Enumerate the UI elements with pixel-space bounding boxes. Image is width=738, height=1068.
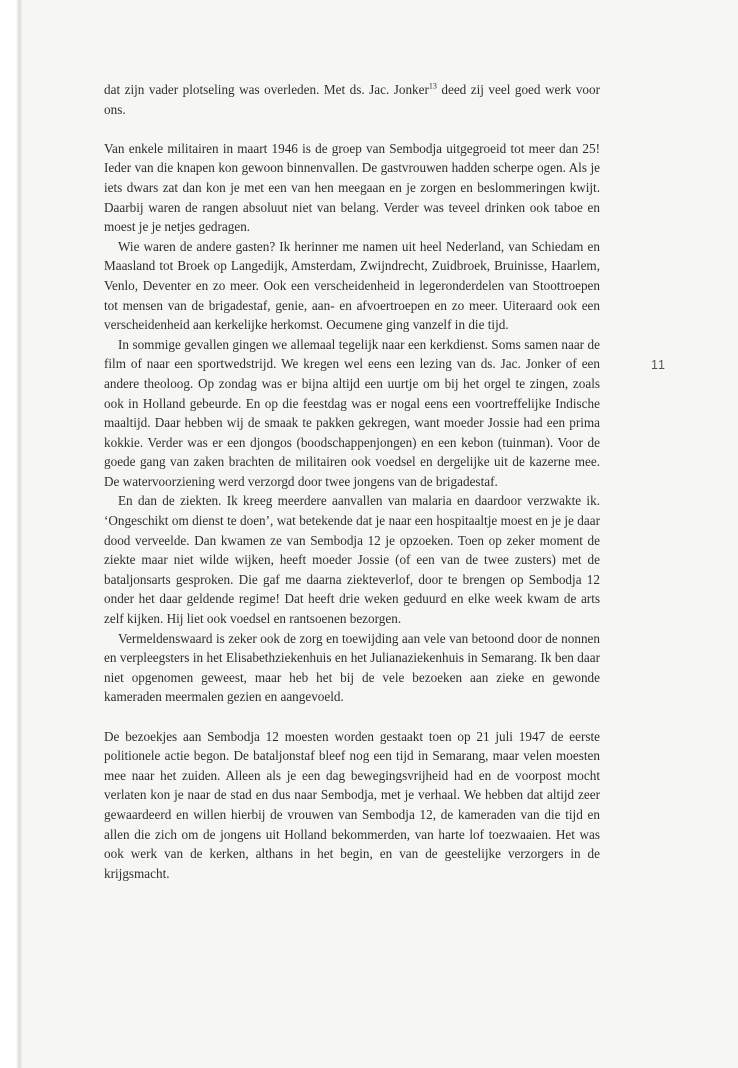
page-spine-edge (0, 0, 22, 1068)
paragraph-text: deed zij veel goed werk voor ons. (104, 82, 600, 117)
paragraph: De bezoekjes aan Sembodja 12 moesten worden gestaakt toen op 21 juli 1947 de eerste politionele actie begon. De bataljonstaf bleef nog een tijd in Semarang, maar velen moesten mee naar het zuiden. Alleen als je een dag bewegingsvrijheid had en de voorpost mocht verlaten kon je naar de stad en dus naar Sembodja, met je verhaal. We hebben dat altijd zeer gewaardeerd en willen hierbij de vrouwen van Sembodja 12, de kameraden van die tijd en allen die zich om de jongens uit Holland bekommerden, van harte lof toezwaaien. Het was ook werk van de kerken, althans in het begin, en van de geestelijke verzorgers in de krijgsmacht. (104, 728, 600, 881)
body-text (104, 80, 600, 883)
paragraph-text: dat zijn vader plotseling was overleden. Met ds. Jac. Jonker (104, 82, 429, 97)
paragraph: Van enkele militairen in maart 1946 is de groep van Sembodja uitgegroeid tot meer dan 25! Ieder van die knapen kon gewoon binnenvallen. De gastvrouwen hadden scherpe ogen. Als je iets dwars zat dan kon je met een van hen meegaan en je zorgen en beslommeringen kwijt. Daarbij waren de rangen absoluut niet van belang. Verder was teveel drinken ook taboe en moest je je netjes gedragen. (104, 140, 600, 235)
paragraph: In sommige gevallen gingen we allemaal tegelijk naar een kerkdienst. Soms samen naar de film of naar een sportwedstrijd. We kregen wel eens een lezing van ds. Jac. Jonker of een andere theoloog. Op zondag was er bijna altijd een uurtje om bij het orgel te zingen, zoals ook in Holland gebeurde. En op die feestdag was er nogal eens een voortreffelijke Indische maaltijd. Daar hebben wij de smaak te pakken gekregen, want moeder Jossie had een prima kokkie. Verder was er een djongos (boodschappenjongen) en een kebon (tuinman). Voor de goede gang van zaken brachten de militairen ook voedsel en dergelijke uit de kazerne mee. De watervoorziening werd verzorgd door twee jongens van de brigadestaf. (104, 336, 600, 489)
page-number: 11 (651, 358, 666, 372)
paragraph: Wie waren de andere gasten? Ik herinner me namen uit heel Nederland, van Schiedam en Maasland tot Broek op Langedijk, Amsterdam, Zwijndrecht, Zuidbroek, Bruinisse, Haarlem, Venlo, Deventer en zo meer. Ook een verscheidenheid in legeronderdelen van Stoottroepen tot mensen van de brigadestaf, genie, aan- en afvoertroepen en zo meer. Uiteraard ook een verscheidenheid aan kerkelijke herkomst. Oecumene ging vanzelf in die tijd. (104, 238, 600, 333)
paragraph-continuation (104, 80, 600, 119)
paragraph: En dan de ziekten. Ik kreeg meerdere aanvallen van malaria en daardoor verzwakte ik. ‘Ongeschikt om dienst te doen’, wat betekende dat je naar een hospitaaltje moest en je je daar dood verveelde. Dan kwamen ze van Sembodja 12 je opzoeken. Toen op zeker moment de ziekte maar niet wilde wijken, heeft moeder Jossie (of een van de twee zusters) met de bataljonsarts gesproken. Die gaf me daarna ziekteverlof, door te brengen op Sembodja 12 onder het daar geldende regime! Dat heeft drie weken geduurd en elke week kwam de arts zelf kijken. Hij liet ook voedsel en rantsoenen bezorgen. (104, 493, 600, 627)
paragraph: Vermeldenswaard is zeker ook de zorg en toewijding aan vele van betoond door de nonnen en verpleegsters in het Elisabethziekenhuis en het Julianaziekenhuis in Semarang. Ik ben daar niet opgenomen geweest, maar heb het bij de vele bezoeken aan zieke en gewonde kameraden meermalen gezien en aangevoeld. (104, 630, 600, 705)
footnote-marker[interactable]: 13 (428, 81, 437, 91)
